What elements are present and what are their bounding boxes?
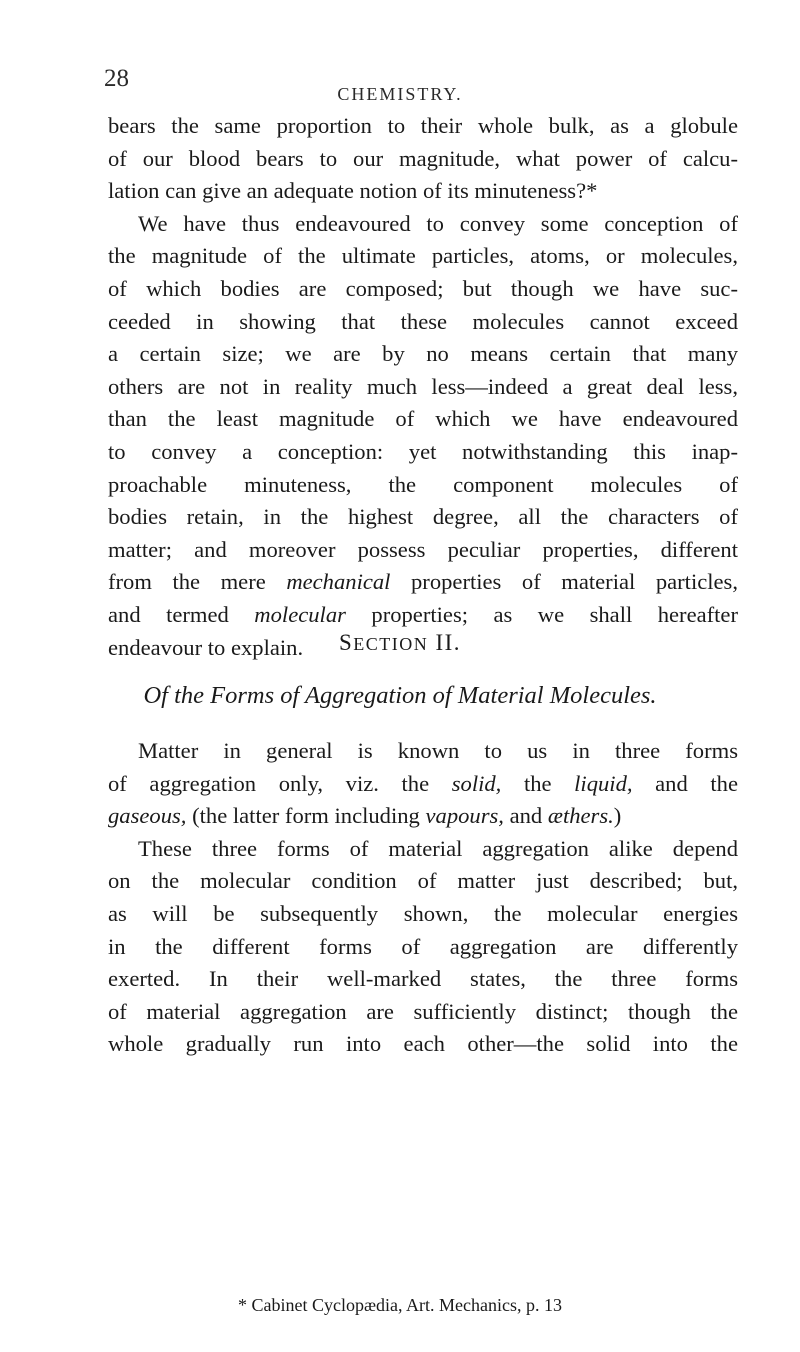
text-line: than the least magnitude of which we have endeavoured xyxy=(108,406,738,432)
text-line: exerted. In their well-marked states, the three forms xyxy=(108,966,738,992)
text-line xyxy=(108,566,738,599)
heading-numeral: II. xyxy=(435,630,462,655)
text-line: of which bodies are composed; but though we have suc- xyxy=(108,275,738,301)
text-line: Matter in general is known to us in three forms xyxy=(138,738,738,763)
text-line: as will be subsequently shown, the molecular energies xyxy=(108,900,738,926)
italic-term: mechanical xyxy=(286,569,391,595)
heading-initial: S xyxy=(338,630,354,655)
text-line: the magnitude of the ultimate particles, atoms, or molecules, xyxy=(108,243,738,269)
text-run: and termed xyxy=(108,601,255,627)
text-line: whole gradually run into each other—the solid into the xyxy=(108,1031,738,1057)
text-line: to convey a conception: yet notwithstanding this inap- xyxy=(108,438,738,464)
footnote: * Cabinet Cyclopædia, Art. Mechanics, p. 13 xyxy=(238,1295,562,1315)
text-line: in the different forms of aggregation are differently xyxy=(108,933,738,959)
italic-term: solid, xyxy=(451,770,502,796)
text-line: of our blood bears to our magnitude, what power of calcu- xyxy=(108,145,738,171)
text-run: properties; as we shall hereafter xyxy=(345,601,738,627)
text-line: others are not in reality much less—indeed a great deal less, xyxy=(108,373,738,399)
text-line: matter; and moreover possess peculiar properties, different xyxy=(108,536,738,562)
section-heading xyxy=(0,629,800,658)
text-line: These three forms of material aggregation alike depend xyxy=(138,835,738,861)
text-run: and xyxy=(503,803,548,829)
text-run: properties of material particles, xyxy=(390,569,738,595)
text-line xyxy=(108,599,738,632)
text-run: and the xyxy=(632,770,738,796)
text-line: on the molecular condition of matter just described; but, xyxy=(108,868,738,894)
text-line: endeavour to explain. xyxy=(108,634,304,660)
text-run: (the latter form including xyxy=(186,803,426,829)
text-line: a certain size; we are by no means certain that many xyxy=(108,341,738,367)
italic-term: liquid, xyxy=(574,770,633,796)
text-run: of aggregation only, viz. the xyxy=(108,770,452,796)
italic-term: æthers. xyxy=(547,803,614,829)
italic-term: molecular xyxy=(254,601,346,627)
heading-smallcaps: ECTION xyxy=(353,634,429,654)
text-line: bodies retain, in the highest degree, all the characters of xyxy=(108,504,738,530)
text-line xyxy=(108,800,738,833)
italic-term: gaseous, xyxy=(108,803,187,829)
text-block-lower xyxy=(108,735,738,1061)
text-run: ) xyxy=(613,803,622,829)
text-line: proachable minuteness, the component molecules of xyxy=(108,471,738,497)
text-run: from the mere xyxy=(108,569,287,595)
text-block-upper xyxy=(108,110,738,664)
text-run: the xyxy=(501,770,575,796)
text-line: of material aggregation are sufficiently distinct; though the xyxy=(108,998,738,1024)
text-line: We have thus endeavoured to convey some conception of xyxy=(138,210,738,236)
text-line: ceeded in showing that these molecules cannot exceed xyxy=(108,308,738,334)
page-number: 28 xyxy=(104,65,129,92)
section-subtitle: Of the Forms of Aggregation of Material Molecules. xyxy=(143,682,657,709)
text-line: lation can give an adequate notion of its minuteness?* xyxy=(108,178,598,204)
text-line xyxy=(108,768,738,801)
running-head: CHEMISTRY. xyxy=(337,84,463,104)
text-line: bears the same proportion to their whole bulk, as a globule xyxy=(108,113,738,138)
italic-term: vapours, xyxy=(425,803,504,829)
